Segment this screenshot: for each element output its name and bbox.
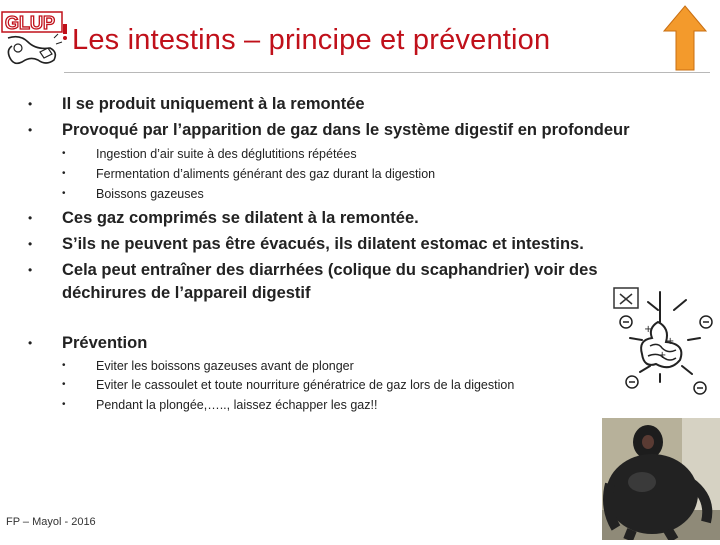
bullet-text: Cela peut entraîner des diarrhées (colique du scaphandrier) voir des	[62, 261, 598, 279]
sub-bullet-text: Boissons gazeuses	[96, 187, 204, 201]
bullet-marker: •	[62, 399, 66, 410]
bullet-text: S’ils ne peuvent pas être évacués, ils dilatent estomac et intestins.	[62, 235, 584, 253]
bullet-marker: •	[62, 360, 66, 371]
slide-title: Les intestins – principe et prévention	[72, 24, 551, 56]
up-arrow-button[interactable]	[663, 5, 707, 71]
sub-bullet-text: Eviter les boissons gazeuses avant de plonger	[96, 359, 354, 373]
bullet-item	[28, 120, 682, 141]
sub-bullet-text: Ingestion d’air suite à des déglutitions répétées	[96, 147, 357, 161]
sub-bullet-item	[62, 358, 354, 374]
svg-text:+: +	[644, 324, 653, 335]
sub-bullet-text: Eviter le cassoulet et toute nourriture génératrice de gaz lors de la digestion	[96, 378, 515, 392]
sub-bullet-item	[62, 397, 378, 413]
sub-bullet-text: Fermentation d’aliments générant des gaz durant la digestion	[96, 167, 436, 181]
bullet-marker: •	[28, 237, 33, 251]
logo-text: GLUP	[5, 13, 56, 33]
bullet-item	[28, 260, 682, 281]
bullet-marker: •	[28, 211, 33, 225]
bullet-text: Ces gaz comprimés se dilatent à la remontée.	[62, 209, 419, 227]
bullet-marker: •	[28, 336, 33, 350]
sub-bullet-item	[62, 377, 515, 393]
inflated-diver-photo	[602, 418, 720, 540]
bullet-marker: •	[28, 97, 33, 111]
digestive-diagram-image	[600, 282, 720, 412]
bullet-text: déchirures de l’appareil digestif	[62, 284, 311, 302]
svg-text:+: +	[658, 350, 667, 361]
bullet-text: Provoqué par l’apparition de gaz dans le système digestif en profondeur	[62, 121, 630, 139]
bullet-marker: •	[62, 148, 66, 159]
sub-bullet-item	[62, 166, 436, 182]
title-divider	[64, 72, 710, 73]
up-arrow-icon	[663, 5, 707, 71]
bullet-item	[28, 333, 682, 354]
bullet-marker: •	[28, 263, 33, 277]
sub-bullet-item	[62, 146, 357, 162]
bullet-marker: •	[62, 188, 66, 199]
glup-logo	[0, 8, 68, 74]
bullet-marker: •	[62, 168, 66, 179]
sub-bullet-item	[62, 186, 204, 202]
bullet-item	[28, 234, 682, 255]
diver-logo-icon	[0, 8, 68, 74]
svg-text:+: +	[666, 336, 675, 347]
sub-bullet-text: Pendant la plongée,….., laissez échapper les gaz!!	[96, 398, 378, 412]
bullet-continuation	[62, 283, 682, 304]
bullet-text: Prévention	[62, 334, 148, 352]
footer-credit: FP – Mayol - 2016	[6, 516, 96, 528]
bullet-item	[28, 94, 682, 115]
bullet-marker: •	[62, 379, 66, 390]
bullet-text: Il se produit uniquement à la remontée	[62, 95, 365, 113]
bullet-marker: •	[28, 123, 33, 137]
bullet-item	[28, 208, 682, 229]
